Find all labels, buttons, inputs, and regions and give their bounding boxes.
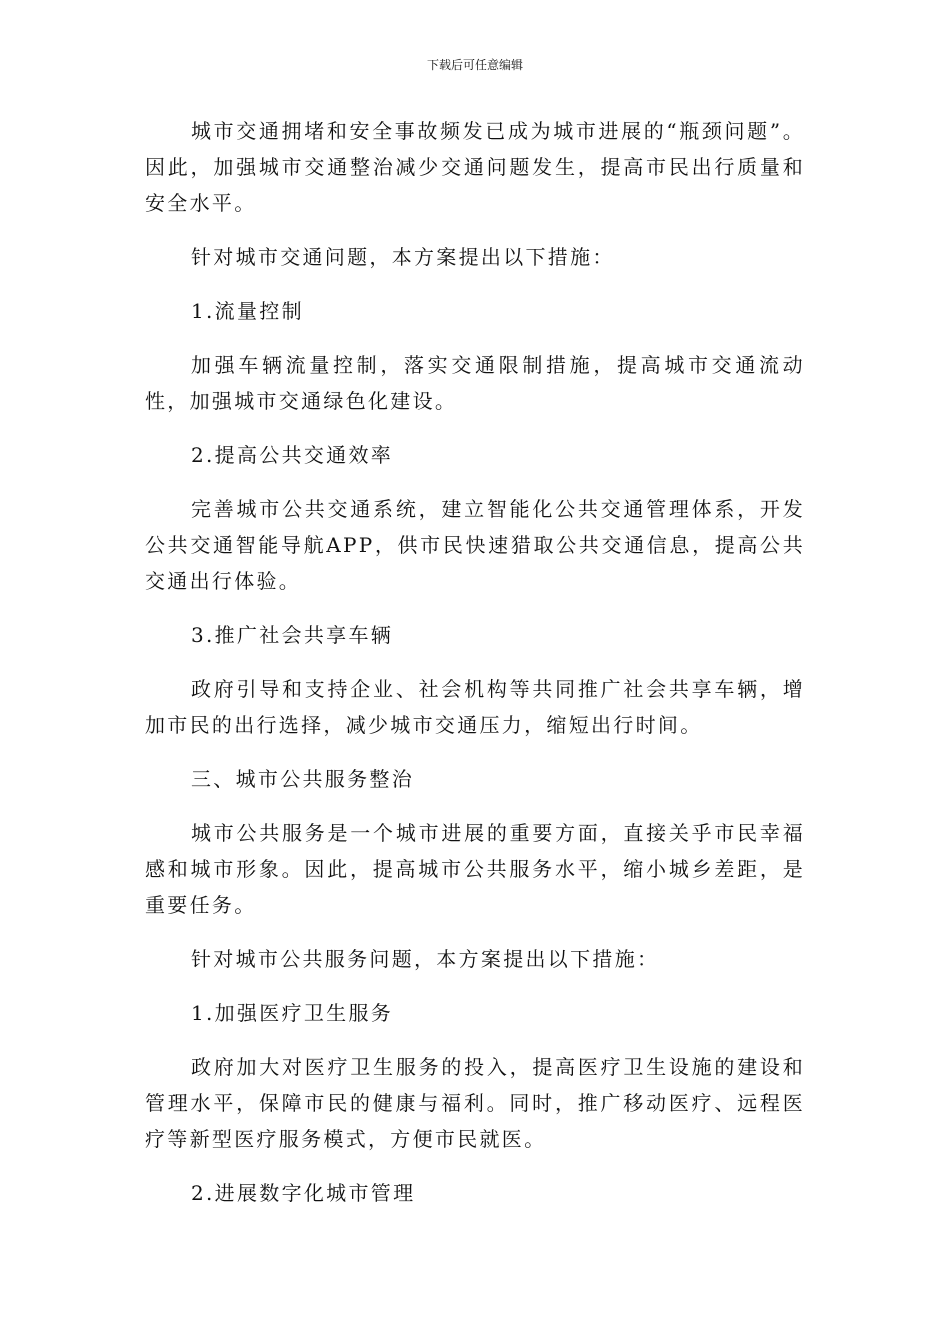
- paragraph-medical-services: 政府加大对医疗卫生服务的投入，提高医疗卫生设施的建设和管理水平，保障市民的健康与福利。同时，推广移动医疗、远程医疗等新型医疗服务模式，方便市民就医。: [145, 1055, 805, 1151]
- header-note: 下载后可任意编辑: [426, 58, 523, 72]
- paragraph-shared-vehicles: 政府引导和支持企业、社会机构等共同推广社会共享车辆，增加市民的出行选择，减少城市交通压力，缩短出行时间。: [145, 677, 805, 737]
- paragraph-flow-control: 加强车辆流量控制，落实交通限制措施，提高城市交通流动性，加强城市交通绿色化建设。: [145, 353, 805, 413]
- paragraph-public-services-measures: 针对城市公共服务问题，本方案提出以下措施：: [191, 947, 660, 971]
- heading-digital-city: 2.进展数字化城市管理: [191, 1181, 416, 1205]
- paragraph-public-services-intro: 城市公共服务是一个城市进展的重要方面，直接关乎市民幸福感和城市形象。因此，提高城市公共服务水平，缩小城乡差距，是重要任务。: [145, 821, 805, 917]
- document-body: [145, 113, 805, 1229]
- heading-medical-services: 1.加强医疗卫生服务: [191, 1001, 394, 1025]
- heading-flow-control: 1.流量控制: [191, 299, 304, 323]
- section-title-public-services: 三、城市公共服务整治: [191, 767, 414, 791]
- paragraph-public-transit: 完善城市公共交通系统，建立智能化公共交通管理体系，开发公共交通智能导航APP，供市民快速猎取公共交通信息，提高公共交通出行体验。: [145, 497, 805, 593]
- paragraph-traffic-intro: 城市交通拥堵和安全事故频发已成为城市进展的“瓶颈问题”。因此，加强城市交通整治减少交通问题发生，提高市民出行质量和安全水平。: [145, 119, 805, 215]
- heading-public-transit: 2.提高公共交通效率: [191, 443, 394, 467]
- heading-shared-vehicles: 3.推广社会共享车辆: [191, 623, 394, 647]
- paragraph-traffic-measures: 针对城市交通问题，本方案提出以下措施：: [191, 245, 615, 269]
